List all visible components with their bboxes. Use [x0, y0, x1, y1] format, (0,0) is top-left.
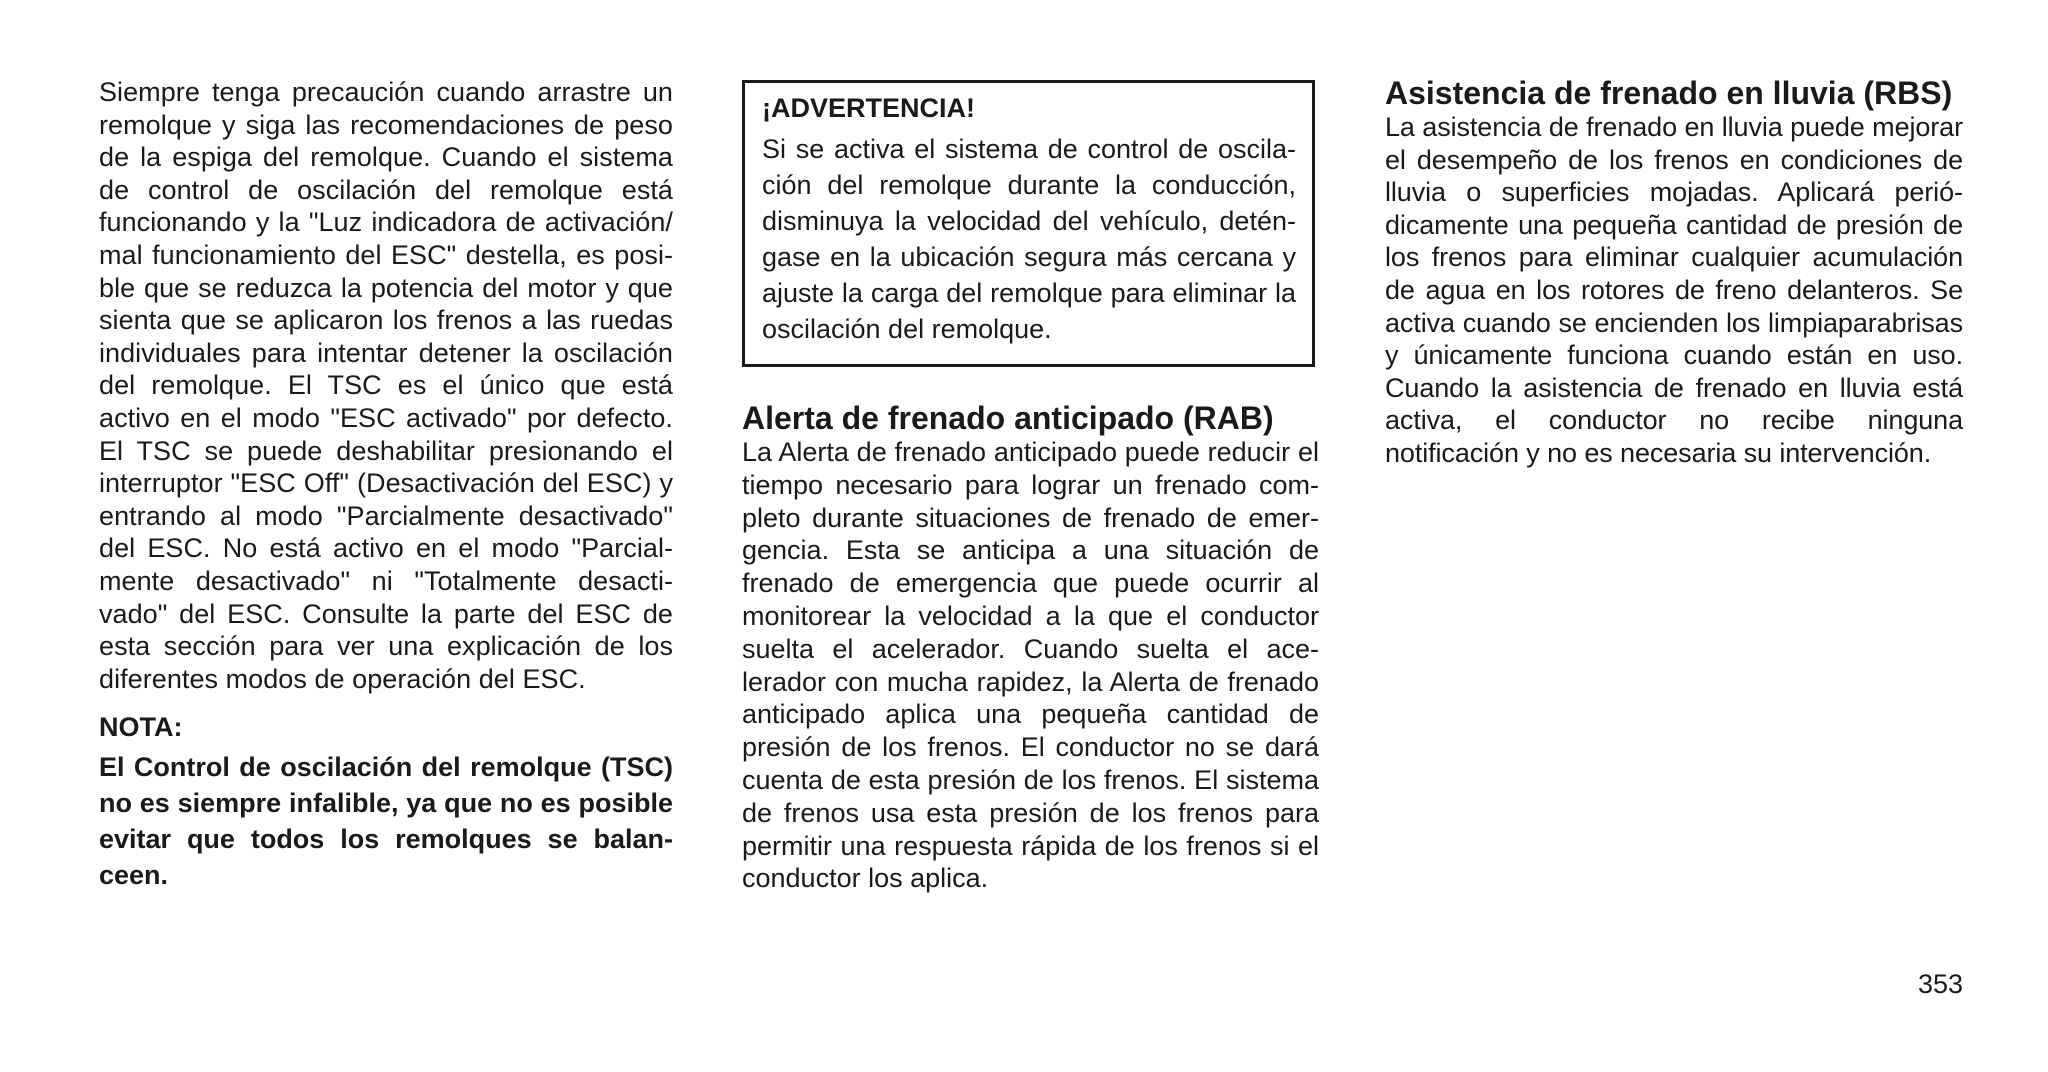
rbs-section [1385, 75, 1963, 470]
warning-text: Si se activa el sistema de control de oscilación del remolque durante la conducción, disminuya la velocidad del vehículo, deténgase en la ubicación segura más cercana y ajuste la carga del remolque para eliminar la oscilación del remolque. [762, 134, 1296, 344]
warning-title: ¡ADVERTENCIA! [762, 93, 975, 123]
page-number: 353 [1917, 969, 1963, 999]
note-text: El Control de oscilación del remolque (TSC) no es siempre infalible, ya que no es posible evitar que todos los remolques se balanceen. [99, 752, 673, 891]
note-label: NOTA: [99, 712, 183, 743]
trailer-sway-paragraph: Siempre tenga precaución cuando arrastre un remolque y siga las recomendaciones de peso de la espiga del remolque. Cuando el sistema de control de oscilación del remolque está funcionando y la "Luz indicadora de activación/ mal funcionamiento del ESC" destella, es posible que se reduzca la potencia del motor y que sienta que se aplicaron los frenos a las ruedas individuales para intentar detener la oscilación del remolque. El TSC es el único que está activo en el modo "ESC activado" por defecto. El TSC se puede deshabilitar presionando el interruptor "ESC Off" (Desactivación del ESC) y entrando al modo "Parcialmente desactivado" del ESC. No está activo en el modo "Parcialmente desactivado" ni "Totalmente desactivado" del ESC. Consulte la parte del ESC de esta sección para ver una explicación de los diferentes modos de operación del ESC. [99, 77, 673, 694]
rab-paragraph: La Alerta de frenado anticipado puede reducir el tiempo necesario para lograr un frenado completo durante situaciones de frenado de emergencia. Esta se anticipa a una situación de frenado de emergencia que puede ocurrir al monitorear la velocidad a la que el conductor suelta el acelerador. Cuando suelta el acelerador con mucha rapidez, la Alerta de frenado anticipado aplica una pequeña cantidad de presión de los frenos. El conductor no se dará cuenta de esta presión de los frenos. El sistema de frenos usa esta presión de los frenos para permitir una respuesta rápida de los frenos si el conductor los aplica. [742, 437, 1319, 894]
rab-section [742, 400, 1319, 895]
rbs-heading: Asistencia de frenado en lluvia (RBS) [1385, 75, 1953, 111]
rbs-paragraph: La asistencia de frenado en lluvia puede mejorar el desempeño de los frenos en condiciones de lluvia o superficies mojadas. Aplicará periódicamente una pequeña cantidad de presión de los frenos para eliminar cualquier acumulación de agua en los rotores de freno delanteros. Se activa cuando se encienden los limpiaparabrisas y únicamente funciona cuando están en uso. Cuando la asistencia de frenado en lluvia está activa, el conductor no recibe ninguna notificación y no es necesaria su intervención. [1385, 112, 1963, 468]
warning-box [742, 80, 1315, 367]
left-column [99, 76, 673, 893]
rab-heading: Alerta de frenado anticipado (RAB) [742, 400, 1274, 436]
